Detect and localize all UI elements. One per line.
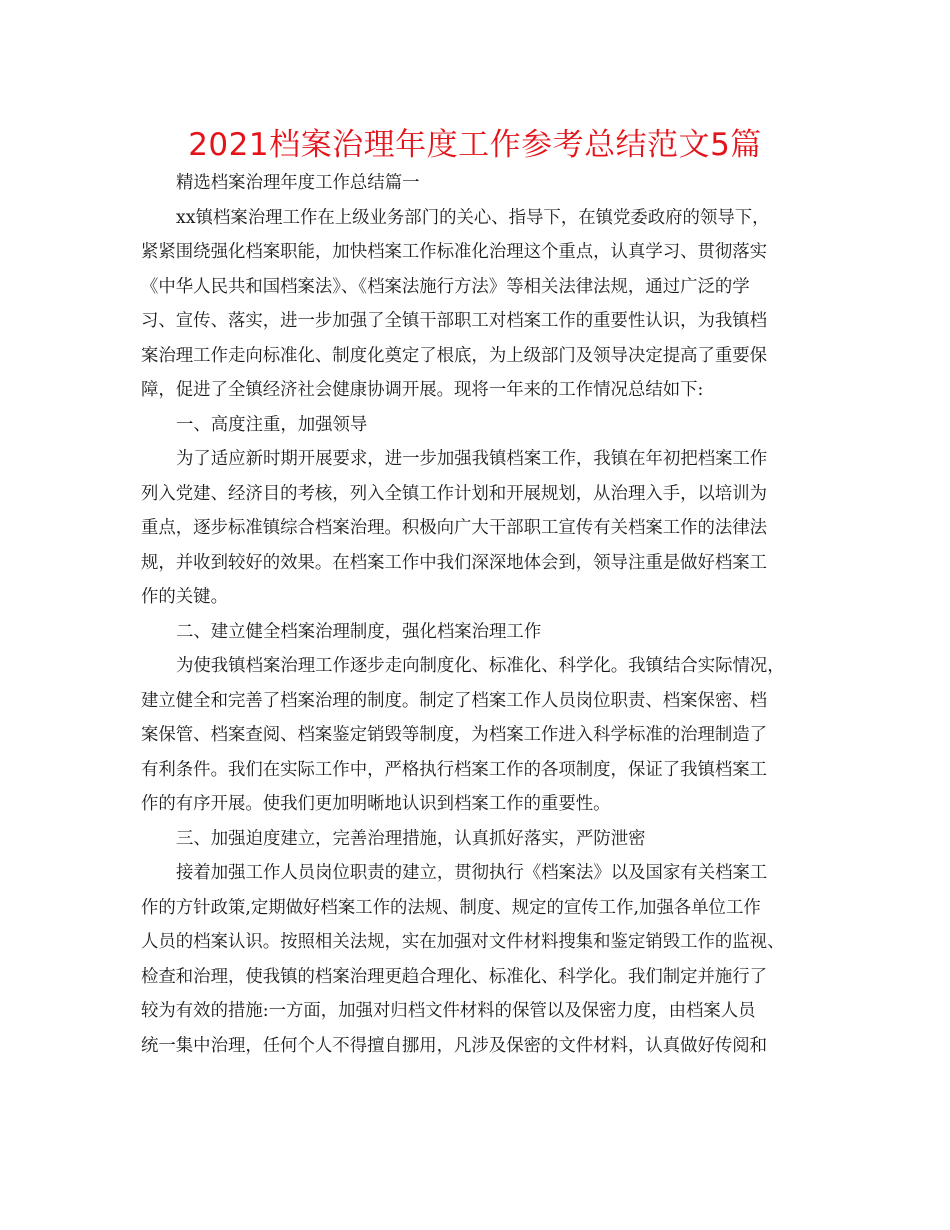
paragraph-first-line: 二、建立健全档案治理制度，强化档案治理工作 <box>176 621 542 642</box>
document-body <box>141 166 821 1063</box>
paragraph-first-line: 为使我镇档案治理工作逐步走向制度化、标准化、科学化。我镇结合实际情况， <box>176 656 785 676</box>
paragraph-line: 紧紧围绕强化档案职能，加快档案工作标准化治理这个重点，认真学习、贯彻落实 <box>141 242 768 262</box>
paragraph-line: 《中华人民共和国档案法》、《档案法施行方法》等相关法律法规，通过广泛的学 <box>141 276 750 297</box>
paragraph-line: 建立健全和完善了档案治理的制度。制定了档案工作人员岗位职责、档案保密、档 <box>141 690 768 711</box>
paragraph-line: 重点，逐步标准镇综合档案治理。积极向广大干部职工宣传有关档案工作的法律法 <box>141 518 768 538</box>
paragraph-first-line: 接着加强工作人员岗位职责的建立，贯彻执行《档案法》以及国家有关档案工 <box>176 863 768 883</box>
document-title: 2021档案治理年度工作参考总结范文5篇 <box>188 127 762 163</box>
paragraph-line: 案保管、档案查阅、档案鉴定销毁等制度，为档案工作进入科学标准的治理制造了 <box>141 725 768 745</box>
paragraph-line: 检查和治理，使我镇的档案治理更趋合理化、标准化、科学化。我们制定并施行了 <box>141 966 768 987</box>
paragraph-first-line: 一、高度注重，加强领导 <box>176 414 368 435</box>
paragraph-line: 列入党建、经济目的考核，列入全镇工作计划和开展规划，从治理入手，以培训为 <box>141 483 768 504</box>
paragraph-line: 统一集中治理，任何个人不得擅自挪用，凡涉及保密的文件材料，认真做好传阅和 <box>141 1035 768 1056</box>
paragraph-line: 作的关键。 <box>141 587 228 607</box>
paragraph-first-line: 为了适应新时期开展要求，进一步加强我镇档案工作，我镇在年初把档案工作 <box>176 449 768 469</box>
paragraph-line: 较为有效的措施:一方面，加强对归档文件材料的保管以及保密力度，由档案人员 <box>141 1001 756 1021</box>
paragraph-first-line: 三、加强迫度建立，完善治理措施，认真抓好落实，严防泄密 <box>176 828 646 849</box>
paragraph-line: 人员的档案认识。按照相关法规，实在加强对文件材料搜集和鉴定销毁工作的监视、 <box>141 932 785 952</box>
paragraph-first-line: xx镇档案治理工作在上级业务部门的关心、指导下，在镇党委政府的领导下， <box>176 207 770 228</box>
paragraph-line: 有利条件。我们在实际工作中，严格执行档案工作的各项制度，保证了我镇档案工 <box>141 759 768 780</box>
paragraph-line: 习、宣传、落实，进一步加强了全镇干部职工对档案工作的重要性认识，为我镇档 <box>141 311 768 331</box>
paragraph-line: 案治理工作走向标准化、制度化奠定了根底，为上级部门及领导决定提高了重要保 <box>141 345 768 366</box>
paragraph-line: 障，促进了全镇经济社会健康协调开展。现将一年来的工作情况总结如下: <box>141 380 704 400</box>
paragraph-first-line: 精选档案治理年度工作总结篇一 <box>176 173 420 193</box>
paragraph-line: 作的有序开展。使我们更加明晰地认识到档案工作的重要性。 <box>141 794 611 814</box>
paragraph-line: 作的方针政策,定期做好档案工作的法规、制度、规定的宣传工作,加强各单位工作 <box>141 897 761 918</box>
paragraph-line: 规，并收到较好的效果。在档案工作中我们深深地体会到，领导注重是做好档案工 <box>141 552 768 573</box>
